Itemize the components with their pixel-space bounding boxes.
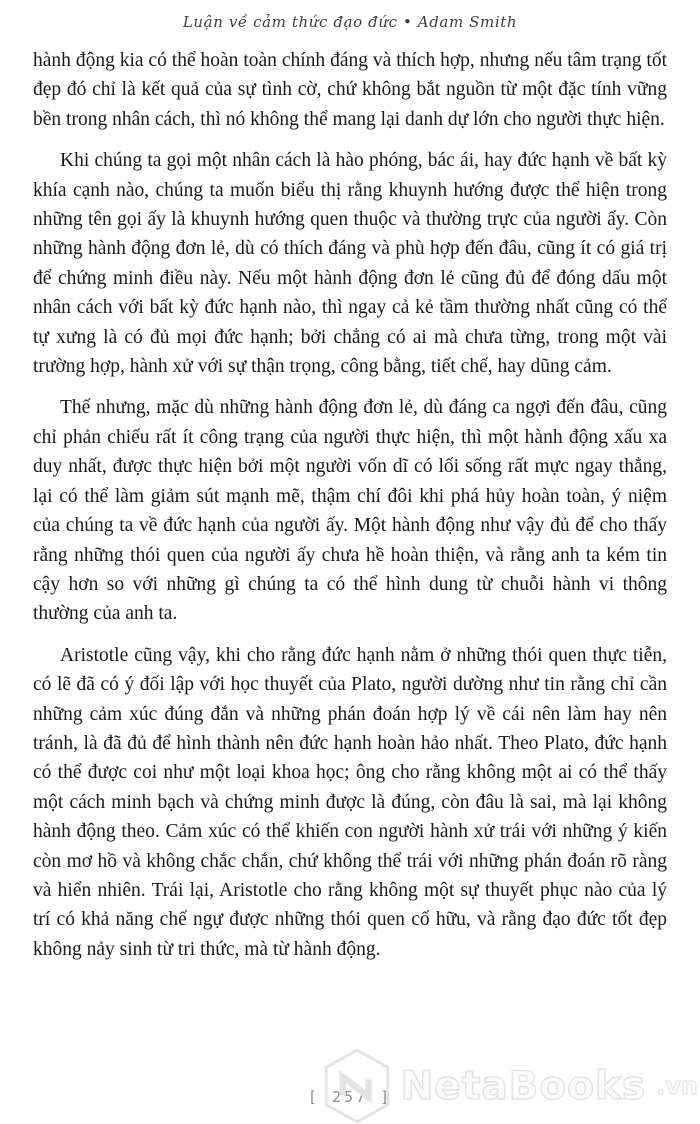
running-header: Luận về cảm thức đạo đức • Adam Smith: [182, 13, 518, 31]
page-number: [ 257 ]: [307, 1088, 393, 1106]
paragraph-3: Thế nhưng, mặc dù những hành động đơn lẻ, dù đáng ca ngợi đến đâu, cũng chỉ phản chiếu rất ít công trạng của người thực hiện, thì một hành động xấu xa duy nhất, được thực hiện bởi một người vốn dĩ có lối sống rất mực ngay thẳng, lại có thể làm giảm sút mạnh mẽ, thậm chí đôi khi phá hủy hoàn toàn, ý niệm của chúng ta về đức hạnh của người ấy. Một hành động như vậy đủ để cho thấy rằng những thói quen của người ấy chưa hề hoàn thiện, và rằng anh ta kém tin cậy hơn so với những gì chúng ta có thể hình dung từ chuỗi hành vi thông thường của anh ta.: [33, 397, 667, 625]
paragraph-4: Aristotle cũng vậy, khi cho rằng đức hạnh nằm ở những thói quen thực tiễn, có lẽ đã có ý đối lập với học thuyết của Plato, người dường như tin rằng chỉ cần những cảm xúc đúng đắn và những phán đoán hợp lý về cái nên làm hay nên tránh, là đã đủ để hình thành nên đức hạnh hoàn hảo nhất. Theo Plato, đức hạnh có thể được coi như một loại khoa học; ông cho rằng không một ai có thể thấy một cách minh bạch và chứng minh được là đúng, còn đâu là sai, mà lại không hành động theo. Cảm xúc có thể khiến con người hành xử trái với những ý kiến còn mơ hồ và không chắc chắn, chứ không thể trái với những phán đoán rõ ràng và hiển nhiên. Trái lại, Aristotle cho rằng không một sự thuyết phục nào của lý trí có khả năng chế ngự được những thói quen cố hữu, và rằng đạo đức tốt đẹp không nảy sinh từ tri thức, mà từ hành động.: [33, 644, 667, 960]
paragraph-1: hành động kia có thể hoàn toàn chính đáng và thích hợp, nhưng nếu tâm trạng tốt đẹp đó chỉ là kết quả của sự tình cờ, chứ không bắt nguồn từ một đặc tính vững bền trong nhân cách, thì nó không thể mang lại danh dự lớn cho người thực hiện.: [33, 50, 667, 130]
paragraph-2: Khi chúng ta gọi một nhân cách là hào phóng, bác ái, hay đức hạnh về bất kỳ khía cạnh nào, chúng ta muốn biểu thị rằng khuynh hướng được thể hiện trong những tên gọi ấy là khuynh hướng quen thuộc và thường trực của người ấy. Còn những hành động đơn lẻ, dù có thích đáng và phù hợp đến đâu, cũng ít có giá trị để chứng minh điều này. Nếu một hành động đơn lẻ cũng đủ để đóng dấu một nhân cách với bất kỳ đức hạnh nào, thì ngay cả kẻ tầm thường nhất cũng có thể tự xưng là có đủ mọi đức hạnh; bởi chẳng có ai mà chưa từng, trong một vài trường hợp, hành xử với sự thận trọng, công bằng, tiết chế, hay dũng cảm.: [33, 150, 667, 378]
watermark-brand-text: NetaBooks: [400, 1063, 647, 1109]
watermark: [321, 1048, 698, 1124]
netabooks-logo-icon: [321, 1048, 393, 1124]
page-body: [33, 46, 667, 976]
watermark-tld-text: .vn: [656, 1072, 698, 1100]
